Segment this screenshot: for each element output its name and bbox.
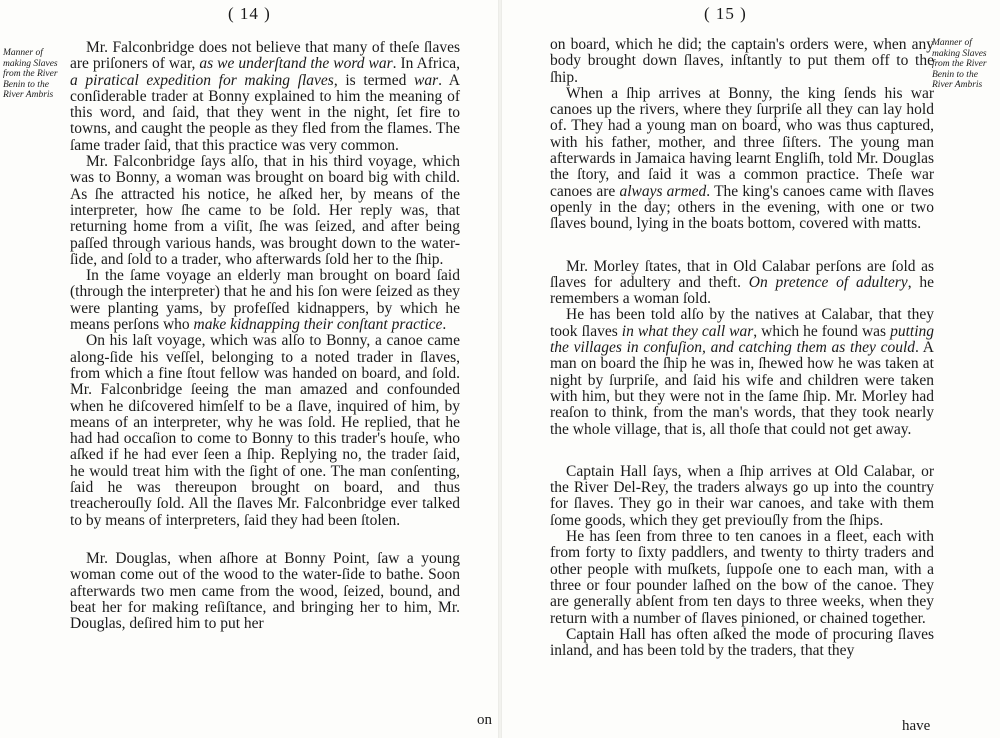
text-run: He has been told alſo by the natives at Calabar, that they took ſlaves: [550, 306, 934, 340]
text-run: Mr. Falconbridge ſays alſo, that in his third voyage, which was to Bonny, a woman was brought on board big with child. As ſhe attracted his notice, he aſked her, by means of the interpreter, how ſhe came to be ſold. Her reply was, that returning home from a viſit, ſhe was ſeized, and after being paſſed through various hands, was brought down to the water-ſide, and ſold to a trader, who afterwards ſold her to the ſhip.: [70, 153, 460, 268]
italic-text: putting the villages in confuſion, and catching them as they could: [550, 322, 934, 357]
page-number: ( 15 ): [704, 4, 747, 23]
text-run: . In Africa,: [392, 55, 461, 73]
text-run: On his laſt voyage, which was alſo to Bonny, a canoe came along-ſide his veſſel, belonging to a noted trader in ſlaves, from which a fine ſtout fellow was handed on board, and ſold. Mr. Falconbridge ſeeing the man amazed and confounded when he diſcovered himſelf to be a ſlave, inquired of him, by means of an interpreter, why he was ſold. He replied, that he had had occaſion to come to Bonny to this trader's houſe, who aſked if he had ever ſeen a ſhip. Replying no, the trader ſaid, he would treat him with the ſight of one. The man conſenting, ſaid he was thereupon brought on board, and thus treacherouſly ſold. All the ſlaves Mr. Falconbridge ever talked to by means of interpreters, ſaid they had been ſtolen.: [70, 332, 460, 529]
text-run: He has ſeen from three to ten canoes in a fleet, each with from forty to ſixty paddlers, and twenty to thirty traders and other people with muſkets, ſuppoſe one to each man, with a three or four pounder laſhed on the bow of the canoe. They are generally abſent from ten days to three weeks, when they return with a number of ſlaves pinioned, or chained together.: [550, 528, 934, 627]
text-run: Mr. Morley ſtates, that in Old Calabar perſons are ſold as ſlaves for adultery and theft.: [550, 257, 934, 291]
margin-note: Manner of making Slaves from the River Benin to the River Ambris: [932, 38, 987, 90]
text-run: Captain Hall has often aſked the mode of procuring ſlaves inland, and has been told by the traders, that they: [550, 625, 934, 660]
italic-text: a piratical expedition for making ſlaves: [70, 71, 334, 89]
text-run: . A conſiderable trader at Bonny explained to him the meaning of this word, and ſaid, that they went in the night, ſet fire to towns, and caught the people as they fled from the flames. The ſame trader ſaid, that this practice was very common.: [70, 71, 461, 154]
catchword: on: [477, 712, 492, 728]
text-run: on board, which he did; the captain's orders were, when any body brought down ſlaves, inſtantly to put them off to the ſhip.: [550, 36, 934, 86]
catchword: have: [902, 718, 931, 734]
paragraph: [550, 464, 934, 529]
italic-text: in what they call war: [621, 322, 754, 340]
body-text: [550, 37, 934, 659]
paragraph: [70, 333, 460, 529]
body-text: [70, 40, 460, 632]
text-run: . The king's canoes came with ſlaves openly in the day; others in the evening, with one or two ſlaves bound, lying in the boats bottom, covered with matts.: [550, 182, 934, 233]
text-run: .: [442, 316, 447, 334]
paragraph: [70, 268, 460, 333]
paragraph: [70, 40, 460, 154]
paragraph: [550, 86, 934, 233]
right-page: [500, 0, 1000, 738]
page-number: ( 14 ): [228, 4, 271, 23]
text-run: , is termed: [333, 71, 415, 89]
italic-text: On pretence of adultery: [748, 273, 908, 291]
paragraph: [550, 529, 934, 627]
italic-text: as we underſtand the word war: [199, 55, 393, 73]
italic-text: make kidnapping their conſtant practice: [193, 316, 443, 334]
italic-text: always armed: [619, 182, 707, 200]
text-run: Captain Hall ſays, when a ſhip arrives at Old Calabar, or the River Del-Rey, the traders always go up into the country for ſlaves. They go in their war canoes, and take with them ſome goods, which they get previouſly from the ſhips.: [550, 462, 934, 529]
text-run: When a ſhip arrives at Bonny, the king ſends his war canoes up the rivers, where they ſurpriſe all they can lay hold of. They had a young man on board, who was thus captured, with his father, mother, and three ſiſters. The young man afterwards in Jamaica having learnt Engliſh, told Mr. Douglas the ſtory, and ſaid it was a common practice. Theſe war canoes are: [550, 84, 934, 200]
margin-note: Manner of making Slaves from the River Benin to the River Ambris: [3, 48, 58, 100]
text-run: In the ſame voyage an elderly man brought on board ſaid (through the interpreter) that he and his ſon were ſeized as they were planting yams, by profeſſed kidnappers, by which he means perſons who: [70, 267, 460, 334]
text-run: Mr. Falconbridge does not believe that many of theſe ſlaves are priſoners of war,: [70, 39, 460, 73]
italic-text: war: [414, 71, 439, 89]
paragraph: [550, 307, 934, 437]
paragraph: [70, 154, 460, 268]
paragraph: [550, 627, 934, 660]
paragraph: [70, 551, 460, 632]
paragraph: [550, 259, 934, 308]
paragraph: [550, 37, 934, 86]
text-run: Mr. Douglas, when aſhore at Bonny Point, ſaw a young woman come out of the wood to the water-ſide to bathe. Soon afterwards two men came from the wood, ſeized, bound, and beat her for making reſiſtance, and bringing her to him, Mr. Douglas, deſired him to put her: [70, 549, 460, 633]
text-run: , he remembers a woman ſold.: [550, 273, 935, 308]
text-run: . A man on board the ſhip he was in, ſhewed how he was taken at night by ſurpriſe, and ſaid his wife and children were taken with him, but they were not in the ſame ſhip. Mr. Morley had reaſon to think, from the man's words, that they took nearly the whole village, that is, all thoſe that could not get away.: [550, 339, 934, 438]
text-run: , which he found was: [753, 322, 891, 340]
